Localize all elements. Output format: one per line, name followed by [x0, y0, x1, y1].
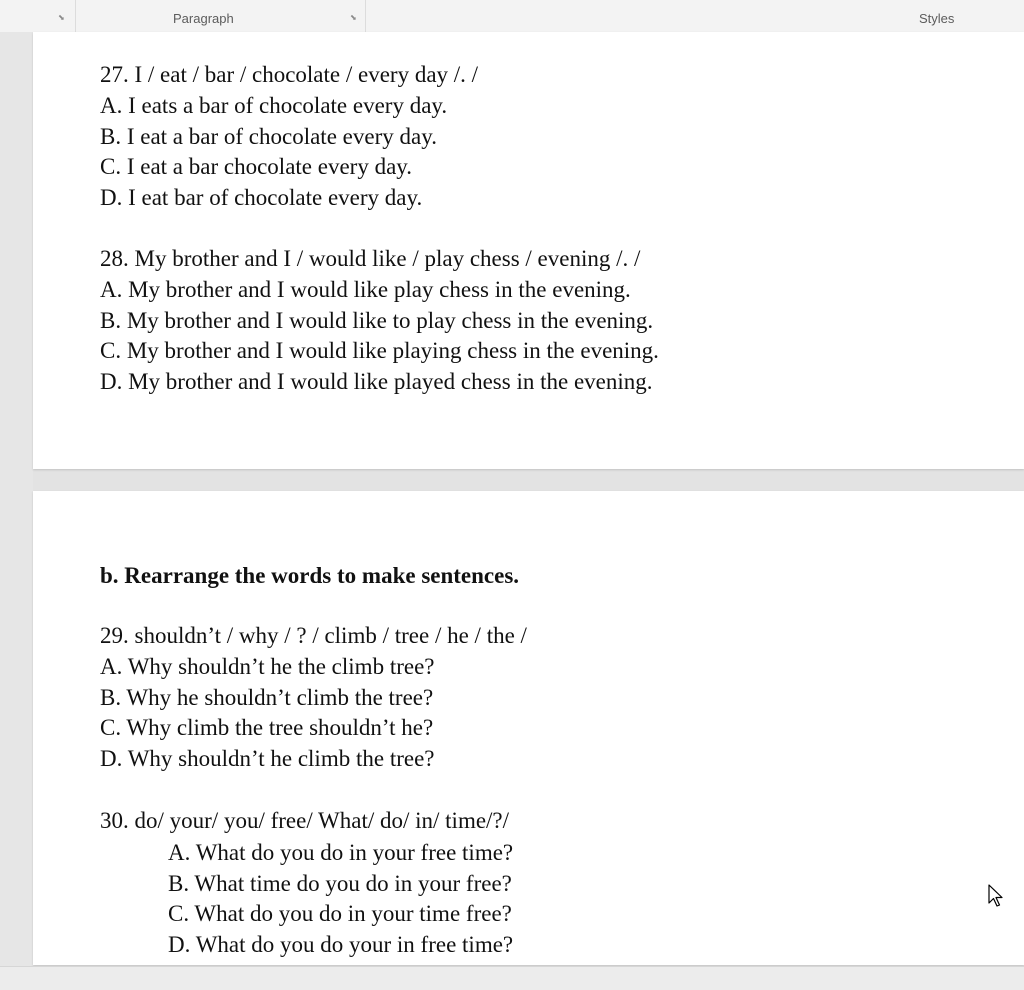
- question-28-option-a: A. My brother and I would like play chess in the evening.: [100, 277, 631, 302]
- question-30-option-c: C. What do you do in your time free?: [168, 901, 512, 926]
- question-30-option-d: D. What do you do your in free time?: [168, 932, 514, 957]
- question-28-option-d: D. My brother and I would like played chess in the evening.: [100, 369, 653, 394]
- styles-group-label: Styles: [919, 11, 955, 26]
- paragraph-group-launcher-icon[interactable]: ⬊: [350, 13, 357, 22]
- question-29-option-c: C. Why climb the tree shouldn’t he?: [100, 715, 434, 740]
- question-27-option-b: B. I eat a bar of chocolate every day.: [100, 124, 437, 149]
- question-28-option-b: B. My brother and I would like to play chess in the evening.: [100, 308, 654, 333]
- status-bar: [0, 966, 1024, 990]
- question-29-option-b: B. Why he shouldn’t climb the tree?: [100, 685, 434, 710]
- question-27-option-a: A. I eats a bar of chocolate every day.: [100, 93, 448, 118]
- question-27-prompt: 27. I / eat / bar / chocolate / every day /. /: [100, 62, 479, 87]
- question-30-option-b: B. What time do you do in your free?: [168, 871, 512, 896]
- section-b-heading: b. Rearrange the words to make sentences.: [100, 563, 520, 588]
- question-30-prompt: 30. do/ your/ you/ free/ What/ do/ in/ time/?/: [100, 808, 510, 833]
- question-29-option-d: D. Why shouldn’t he climb the tree?: [100, 746, 435, 771]
- ribbon-bar: [0, 0, 1024, 33]
- document-page[interactable]: [33, 491, 1024, 965]
- question-27-option-c-text: C. I eat a bar chocolate every day.: [100, 154, 413, 179]
- question-28-option-c: C. My brother and I would like playing chess in the evening.: [100, 338, 659, 363]
- font-group-launcher-icon[interactable]: ⬊: [58, 13, 65, 22]
- left-gutter: [0, 32, 33, 989]
- question-28-prompt: 28. My brother and I / would like / play chess / evening /. /: [100, 246, 641, 271]
- document-page[interactable]: [33, 32, 1024, 469]
- ribbon-separator: [75, 0, 76, 32]
- ribbon-separator: [365, 0, 366, 32]
- question-29-prompt: 29. shouldn’t / why / ? / climb / tree / he / the /: [100, 623, 527, 648]
- question-27-option-d: D. I eat bar of chocolate every day.: [100, 185, 423, 210]
- mouse-pointer-icon: [988, 884, 1004, 908]
- question-29-option-a: A. Why shouldn’t he the climb tree?: [100, 654, 435, 679]
- paragraph-group-label: Paragraph: [173, 11, 234, 26]
- question-30-option-a: A. What do you do in your free time?: [168, 840, 514, 865]
- question-27-option-c: [100, 154, 412, 180]
